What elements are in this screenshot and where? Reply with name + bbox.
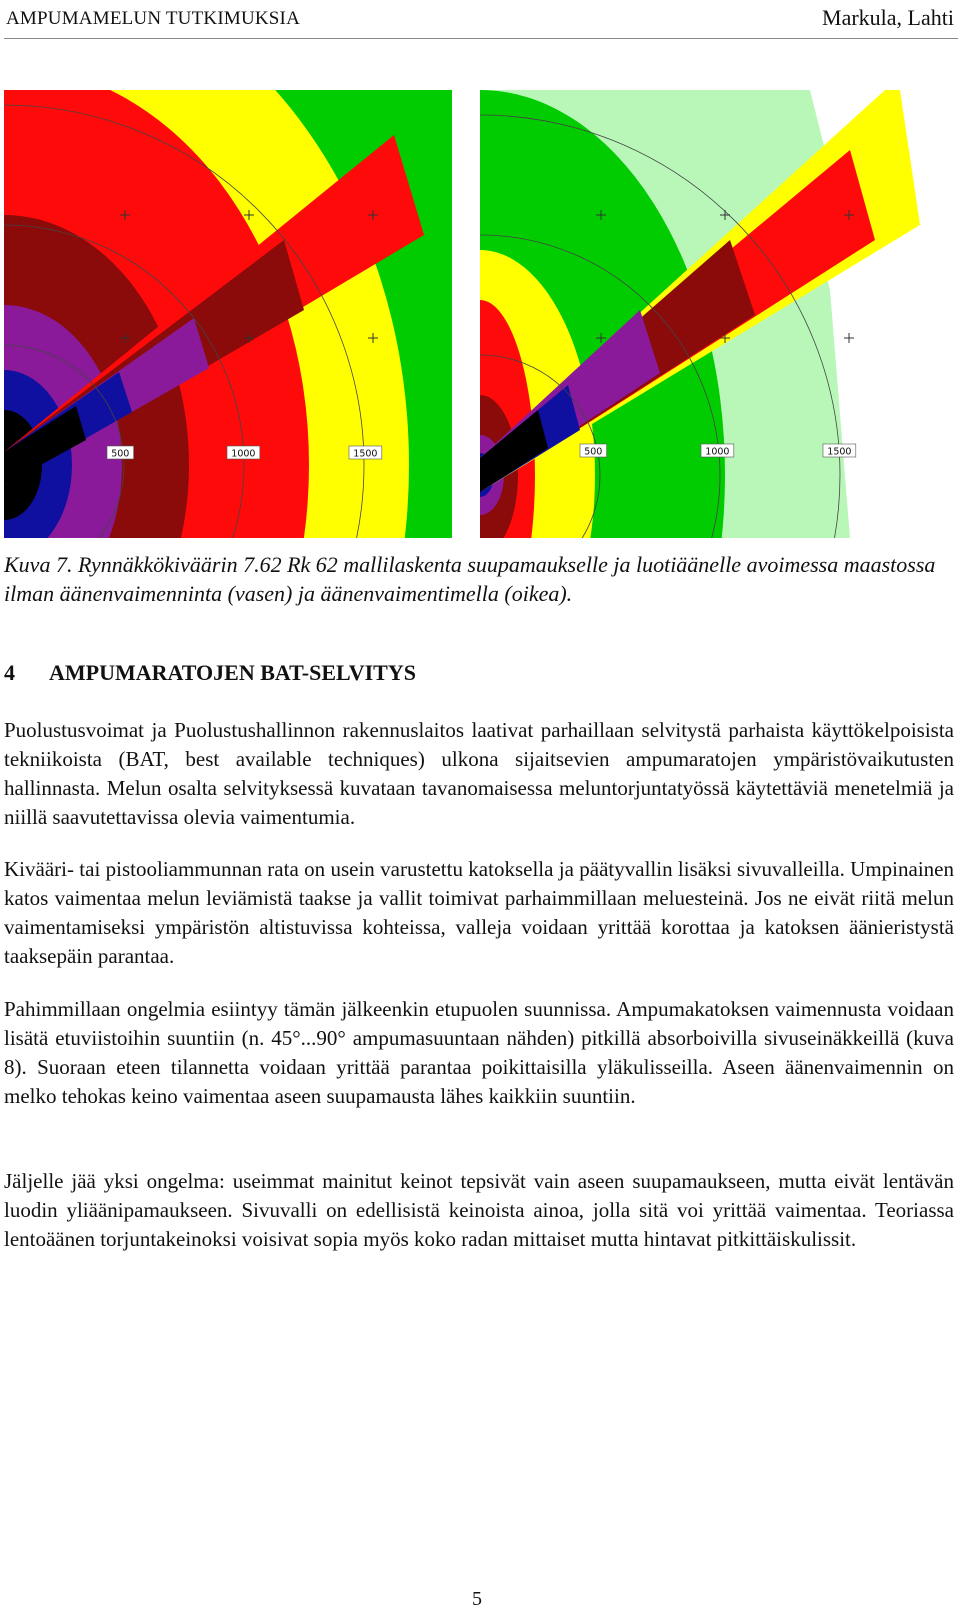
distance-label-1000 [227, 446, 260, 460]
distance-label-1500 [823, 444, 856, 458]
svg-text:500: 500 [111, 448, 130, 460]
svg-text:1500: 1500 [827, 446, 852, 458]
svg-text:500: 500 [584, 446, 603, 458]
running-authors: Markula, Lahti [822, 5, 954, 30]
noise-map-without-silencer [4, 90, 452, 538]
section-number: 4 [4, 660, 15, 685]
distance-label-500 [580, 444, 607, 458]
distance-label-500 [107, 446, 134, 460]
distance-label-1000 [701, 444, 734, 458]
body-paragraph: Kivääri- tai pistooliammunnan rata on usein varustettu katoksella ja päätyvallin lisäksi sivuvalleilla. Umpinainen katos vaimentaa melun leviämistä taakse ja vallit toimivat parhaimmillaan meluesteinä. Jos ne eivät riitä melun vaimentamiseksi ympäristön altistuvissa kohteissa, valleja voidaan yrittää korottaa ja katoksen äänieristystä taaksepäin parantaa. [4, 857, 954, 968]
page-header [4, 0, 958, 39]
noise-map-with-silencer [480, 90, 928, 538]
running-title: AMPUMAMELUN TUTKIMUKSIA [6, 8, 301, 29]
svg-text:1000: 1000 [705, 446, 730, 458]
section-title: AMPUMARATOJEN BAT-SELVITYS [49, 660, 416, 685]
page-number: 5 [472, 1588, 482, 1610]
body-paragraph: Puolustusvoimat ja Puolustushallinnon rakennuslaitos laativat parhaillaan selvitystä parhaista käyttökelpoisista tekniikoista (BAT, best available techniques) ulkona sijaitsevien ampumaratojen ympäristövaikutusten hallinnasta. Melun osalta selvityksessä kuvataan tavanomaisessa meluntorjuntatyössä käytettäviä menetelmiä ja niillä saavutettavissa olevia vaimentumia. [4, 718, 954, 829]
svg-text:1000: 1000 [231, 448, 256, 460]
body-paragraph: Pahimmillaan ongelmia esiintyy tämän jälkeenkin etupuolen suunnissa. Ampumakatoksen vaimennusta voidaan lisätä etuviistoihin suuntiin (n. 45°...90° ampumasuuntaan nähden) pitkillä absorboivilla sivuseinäkkeillä (kuva 8). Suoraan eteen tilannetta voidaan yrittää parantaa poikittaisilla yläkulisseilla. Aseen äänenvaimennin on melko tehokas keino vaimentaa aseen suupamausta lähes kaikkiin suuntiin. [4, 997, 954, 1108]
section-heading [4, 660, 416, 686]
distance-label-1500 [349, 446, 382, 460]
svg-text:1500: 1500 [353, 448, 378, 460]
figure-caption: Kuva 7. Rynnäkkökiväärin 7.62 Rk 62 mallilaskenta suupamaukselle ja luotiäänelle avoimessa maastossa ilman äänenvaimenninta (vasen) ja äänenvaimentimella (oikea). [4, 552, 936, 606]
body-paragraph: Jäljelle jää yksi ongelma: useimmat mainitut keinot tepsivät vain aseen suupamaukseen, mutta eivät lentävän luodin yliäänipamaukseen. Sivuvalli on edellisistä keinoista ainoa, jolla sitä voi yrittää vaimentaa. Teoriassa lentoäänen torjuntakeinoksi voisivat sopia myös koko radan mittaiset mutta hintavat pitkittäiskulissit. [4, 1169, 954, 1251]
